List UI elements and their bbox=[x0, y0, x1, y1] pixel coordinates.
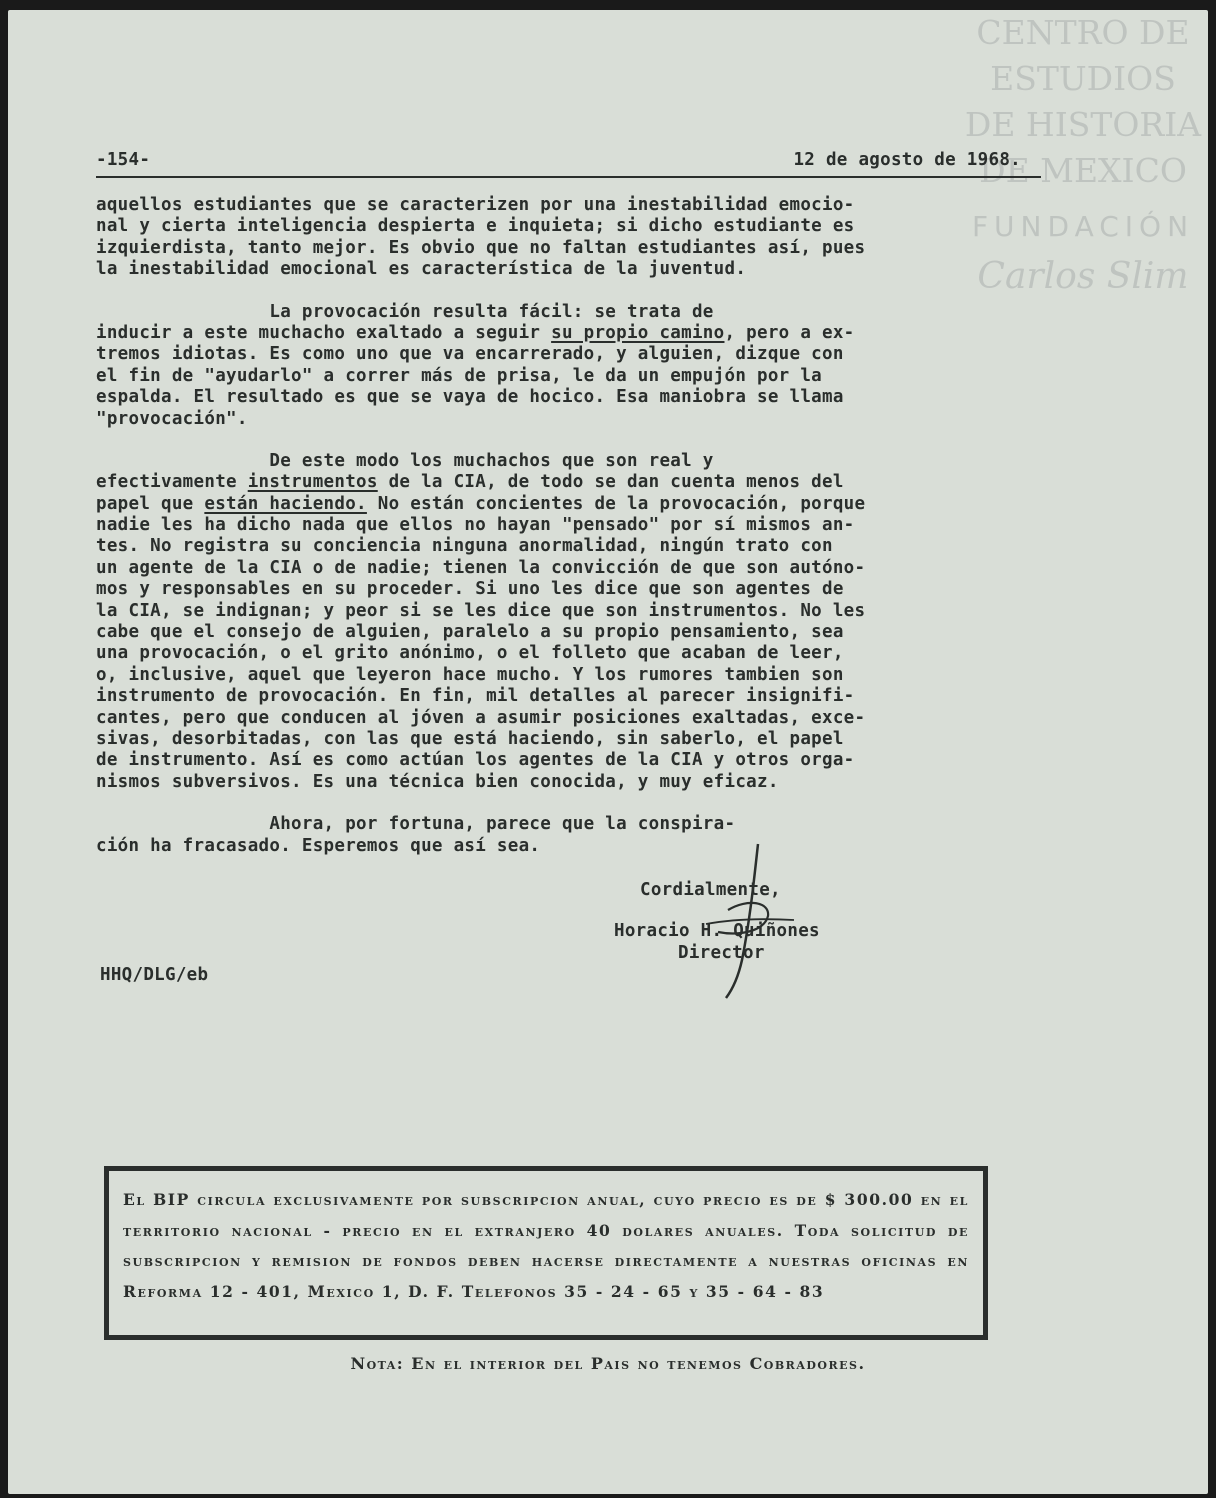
page-number: -154- bbox=[96, 150, 151, 170]
text-line: de instrumento. Así es como actúan los agentes de la CIA y otros orga- bbox=[96, 750, 855, 771]
text-line: cantes, pero que conducen al jóven a asumir posiciones exaltadas, exce- bbox=[96, 707, 866, 728]
watermark-line: CENTRO DE bbox=[976, 13, 1190, 52]
footer-note: Nota: En el interior del Pais no tenemos Cobradores. bbox=[350, 1354, 866, 1373]
text-line: la CIA, se indignan; y peor si se les dice que son instrumentos. No les bbox=[96, 600, 866, 621]
text-line: tremos idiotas. Es como uno que va encarrerado, y alguien, dizque con bbox=[96, 344, 844, 365]
reference-initials: HHQ/DLG/eb bbox=[100, 965, 209, 985]
underlined-phrase: están haciendo. bbox=[204, 493, 367, 514]
text-line bbox=[96, 494, 1041, 515]
watermark-signature: Carlos Slim bbox=[977, 256, 1189, 297]
signer-name: Horacio H. Quiñones bbox=[614, 921, 820, 942]
text-line: aquellos estudiantes que se caracterizen por una inestabilidad emocio- bbox=[96, 195, 855, 215]
subscription-notice-text: El BIP circula exclusivamente por subscripcion anual, cuyo precio es de $ 300.00 en el territorio nacional - precio en el extranjero 40 dolares anuales. Toda solicitud de subscripcion y remision de fondos deben hacerse directamente a nuestras oficinas en Reforma 12 - 401, Mexico 1, D. F. Telefonos 35 - 24 - 65 y 35 - 64 - 83 bbox=[123, 1190, 969, 1301]
text-line: una provocación, o el grito anónimo, o el folleto que acaban de leer, bbox=[96, 643, 844, 664]
text-line: nal y cierta inteligencia despierta e inquieta; si dicho estudiante es bbox=[96, 216, 855, 237]
text-line: espalda. El resultado es que se vaya de hocico. Esa maniobra se llama bbox=[96, 387, 844, 408]
underlined-phrase: instrumentos bbox=[247, 472, 378, 493]
text-line: la inestabilidad emocional es característica de la juventud. bbox=[96, 259, 747, 280]
text-line: La provocación resulta fácil: se trata de bbox=[96, 301, 714, 322]
watermark-line: ESTUDIOS bbox=[990, 59, 1176, 98]
text-line: cabe que el consejo de alguien, paralelo a su propio pensamiento, sea bbox=[96, 622, 844, 643]
text-fragment: inducir a este muchacho exaltado a seguir bbox=[96, 322, 552, 343]
text-line: instrumento de provocación. En fin, mil detalles al parecer insignifi- bbox=[96, 686, 855, 707]
signer-title: Director bbox=[678, 942, 765, 963]
text-line: o, inclusive, aquel que leyeron hace mucho. Y los rumores tambien son bbox=[96, 664, 844, 685]
text-line: tes. No registra su conciencia ninguna anormalidad, ningún trato con bbox=[96, 536, 833, 557]
page-header bbox=[96, 150, 1041, 178]
text-line: un agente de la CIA o de nadie; tienen la convicción de que son autóno- bbox=[96, 557, 866, 578]
signoff-block bbox=[614, 880, 820, 964]
text-fragment: , pero a ex- bbox=[724, 322, 855, 343]
watermark-foundation: FUNDACIÓN bbox=[971, 210, 1195, 243]
text-line: Ahora, por fortuna, parece que la conspira- bbox=[96, 814, 736, 835]
text-line: izquierdista, tanto mejor. Es obvio que no faltan estudiantes así, pues bbox=[96, 237, 866, 258]
text-fragment: de la CIA, de todo se dan cuenta menos del bbox=[377, 472, 844, 493]
text-line bbox=[96, 323, 1041, 344]
document-page bbox=[8, 10, 1208, 1494]
subscription-notice-box bbox=[104, 1166, 988, 1340]
paragraph-2 bbox=[96, 302, 1041, 430]
underlined-phrase: su propio camino bbox=[551, 322, 725, 343]
text-line: nismos subversivos. Es una técnica bien conocida, y muy eficaz. bbox=[96, 771, 779, 792]
letter-date: 12 de agosto de 1968. bbox=[793, 150, 1021, 170]
text-line: sivas, desorbitadas, con las que está haciendo, sin saberlo, el papel bbox=[96, 728, 844, 749]
text-fragment: No están concientes de la provocación, porque bbox=[366, 493, 866, 514]
paragraph-4 bbox=[96, 814, 1041, 857]
text-line: ción ha fracasado. Esperemos que así sea. bbox=[96, 835, 541, 856]
letter-body bbox=[96, 195, 1041, 878]
text-line: el fin de "ayudarlo" a correr más de prisa, le da un empujón por la bbox=[96, 365, 823, 386]
closing: Cordialmente, bbox=[640, 880, 781, 900]
text-line bbox=[96, 472, 1041, 493]
text-line: De este modo los muchachos que son real y bbox=[96, 450, 714, 471]
paragraph-3 bbox=[96, 451, 1041, 793]
watermark-line: DE MEXICO bbox=[979, 151, 1187, 190]
text-line: "provocación". bbox=[96, 408, 248, 429]
watermark-line: DE HISTORIA bbox=[964, 105, 1202, 144]
text-fragment: papel que bbox=[96, 493, 205, 514]
text-line: mos y responsables en su proceder. Si uno les dice que son agentes de bbox=[96, 579, 844, 600]
text-fragment: efectivamente bbox=[96, 472, 248, 493]
text-line: nadie les ha dicho nada que ellos no hayan "pensado" por sí mismos an- bbox=[96, 515, 855, 536]
paragraph-1 bbox=[96, 195, 1041, 281]
